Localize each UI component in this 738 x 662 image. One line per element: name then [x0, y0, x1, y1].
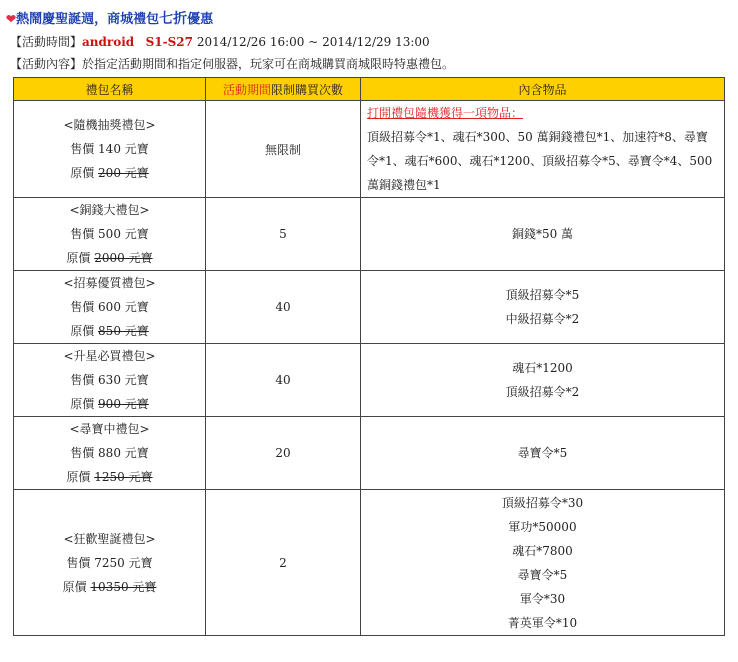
- event-time-label: 【活動時間】: [10, 35, 83, 49]
- package-price: 售價 500 元寶: [70, 227, 149, 241]
- package-orig-price: 原價 850 元寶: [70, 324, 149, 338]
- content-item: 尋寶令*5: [517, 567, 568, 582]
- package-name: <銅錢大禮包>: [69, 203, 150, 217]
- content-item: 軍令*30: [519, 591, 566, 606]
- package-name: <升星必買禮包>: [63, 349, 156, 363]
- limit-cell: 40: [206, 344, 361, 417]
- package-cell: [14, 101, 206, 198]
- package-cell: [14, 198, 206, 271]
- contents-cell: [361, 198, 725, 271]
- title-suffix: 優惠: [187, 12, 214, 27]
- contents-cell: [361, 271, 725, 344]
- random-contents-heading: 打開禮包隨機獲得一項物品：: [367, 106, 524, 120]
- package-orig-price: 原價 200 元寶: [70, 166, 149, 180]
- package-cell: [14, 417, 206, 490]
- table-row: [14, 271, 725, 344]
- content-item: 軍功*50000: [508, 519, 577, 534]
- event-servers: S1-S27: [145, 35, 194, 49]
- package-name: <招募優質禮包>: [63, 276, 156, 290]
- package-cell: [14, 490, 206, 636]
- package-price: 售價 7250 元寶: [66, 555, 153, 570]
- event-time-range: 2014/12/26 16:00 ~ 2014/12/29 13:00: [196, 35, 430, 49]
- header-contents: 內含物品: [361, 78, 725, 101]
- package-name: <尋寶中禮包>: [69, 422, 150, 436]
- page-title: [6, 8, 213, 28]
- content-item: 中級招募令*2: [505, 312, 580, 326]
- package-name: <狂歡聖誕禮包>: [63, 531, 156, 546]
- limit-cell: 無限制: [206, 101, 361, 198]
- package-orig-price: 原價 2000 元寶: [66, 251, 153, 265]
- title-highlight: 七折: [159, 11, 188, 27]
- table-row: [14, 490, 725, 636]
- package-cell: [14, 271, 206, 344]
- header-name: 禮包名稱: [14, 78, 206, 101]
- event-time-line: [10, 33, 430, 50]
- limit-cell: 2: [206, 490, 361, 636]
- package-name: <隨機抽獎禮包>: [63, 118, 156, 132]
- table-row: [14, 101, 725, 198]
- contents-cell: [361, 417, 725, 490]
- header-limit: [206, 78, 361, 101]
- package-price: 售價 880 元寶: [70, 446, 149, 460]
- content-item: 頂級招募令*30: [501, 495, 584, 510]
- content-item: 銅錢*50 萬: [511, 227, 574, 241]
- event-platform: android: [82, 35, 135, 49]
- table-row: [14, 344, 725, 417]
- limit-cell: 40: [206, 271, 361, 344]
- package-orig-price: 原價 10350 元寶: [62, 579, 157, 594]
- content-item: 尋寶令*5: [517, 446, 568, 460]
- contents-cell: [361, 101, 725, 198]
- limit-cell: 20: [206, 417, 361, 490]
- event-content-text: 於指定活動期間和指定伺服器，玩家可在商城購買商城限時特惠禮包。: [82, 57, 455, 71]
- content-item: 菁英軍令*10: [507, 615, 578, 630]
- content-item: 頂級招募令*5: [505, 288, 580, 302]
- heart-icon: ❤: [6, 12, 17, 26]
- event-content-label: 【活動內容】: [10, 57, 83, 71]
- package-table: [13, 77, 725, 636]
- table-header-row: [14, 78, 725, 101]
- table-row: [14, 198, 725, 271]
- header-limit-red: 活動期間: [222, 82, 271, 97]
- package-orig-price: 原價 900 元寶: [70, 397, 149, 411]
- package-price: 售價 600 元寶: [70, 300, 149, 314]
- content-item: 魂石*1200: [512, 361, 573, 375]
- table-row: [14, 417, 725, 490]
- limit-cell: 5: [206, 198, 361, 271]
- contents-cell: [361, 490, 725, 636]
- package-cell: [14, 344, 206, 417]
- content-item: 頂級招募令*2: [505, 385, 580, 399]
- package-price: 售價 140 元寶: [70, 142, 149, 156]
- package-orig-price: 原價 1250 元寶: [66, 470, 153, 484]
- header-limit-rest: 限制購買次數: [271, 82, 344, 97]
- contents-cell: [361, 344, 725, 417]
- random-contents-list: 頂級招募令*1、魂石*300、50 萬銅錢禮包*1、加速符*8、尋寶令*1、魂石*600、魂石*1200、頂級招募令*5、尋寶令*4、500 萬銅錢禮包*1: [367, 130, 713, 192]
- event-content-line: [10, 55, 454, 72]
- content-item: 魂石*7800: [512, 543, 573, 558]
- title-text: 熱鬧慶聖誕週，商城禮包: [16, 12, 160, 27]
- package-price: 售價 630 元寶: [70, 373, 149, 387]
